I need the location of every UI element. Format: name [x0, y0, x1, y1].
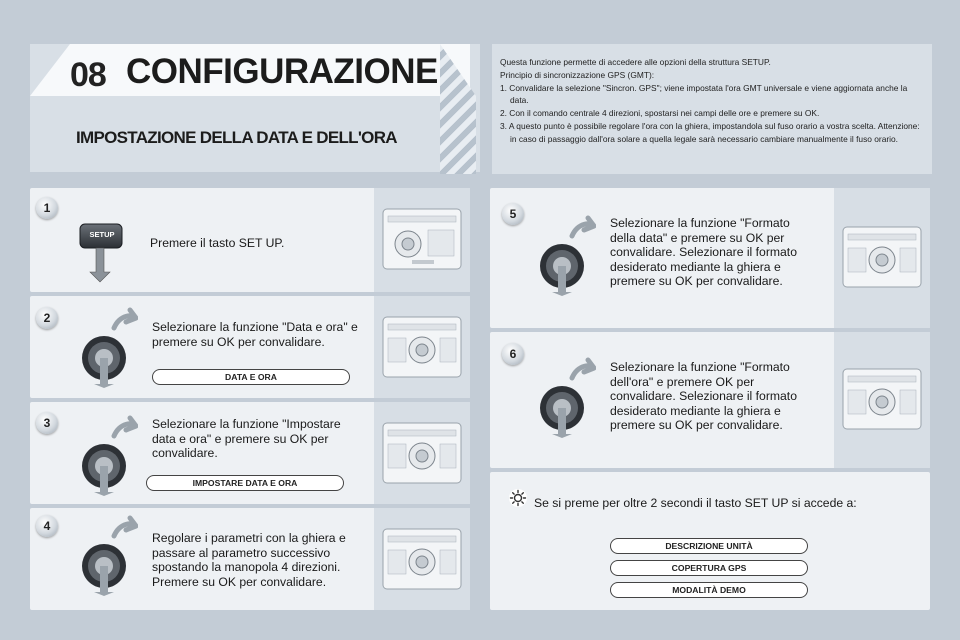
step-3-text: Selezionare la funzione "Impostare data e ora" e premere su OK per convalidare.: [152, 417, 341, 460]
radio-unit-icon: [842, 368, 922, 430]
control-knob-icon: [80, 514, 138, 596]
radio-unit-icon: [382, 208, 462, 270]
intro-line: Principio di sincronizzazione GPS (GMT):: [500, 69, 655, 80]
step-badge: 1: [36, 197, 58, 219]
page-subtitle: IMPOSTAZIONE DELLA DATA E DELL'ORA: [76, 128, 397, 147]
control-knob-icon: [80, 306, 138, 388]
radio-unit-icon: [382, 422, 462, 484]
radio-unit-icon: [382, 528, 462, 590]
step-badge: 2: [36, 307, 58, 329]
radio-unit-icon: [842, 226, 922, 288]
step-badge: 6: [502, 343, 524, 365]
control-knob-icon: [80, 414, 138, 496]
step-6-text: Selezionare la funzione "Formato dell'ora" e premere OK per convalidare. Selezionare il formato desiderato mediante la ghiera e premere su OK per convalidare.: [610, 360, 797, 432]
step-badge: 5: [502, 203, 524, 225]
setup-key-label: SETUP: [89, 230, 115, 239]
step-badge: 3: [36, 412, 58, 434]
tip-text: Se si preme per oltre 2 secondi il tasto SET UP si accede a:: [534, 496, 857, 510]
option-descrizione-unita: DESCRIZIONE UNITÀ: [610, 538, 808, 554]
intro-list-item: 1. Convalidare la selezione "Sincron. GPS"; viene impostata l'ora GMT universale e viene aggiornata anche la data.: [500, 82, 908, 106]
menu-label-data-e-ora: DATA E ORA: [152, 369, 350, 385]
option-copertura-gps: COPERTURA GPS: [610, 560, 808, 576]
intro-list-item: 2. Con il comando centrale 4 direzioni, spostarsi nei campi delle ore e premere su OK.: [500, 108, 820, 119]
step-2-text: Selezionare la funzione "Data e ora" e premere su OK per convalidare.: [152, 320, 358, 349]
chapter-number: 08: [70, 56, 106, 94]
step-5-text: Selezionare la funzione "Formato della data" e premere su OK per convalidare. Selezionare il formato desiderato mediante la ghiera e premere su OK per convalidare.: [610, 216, 797, 288]
option-modalita-demo: MODALITÀ DEMO: [610, 582, 808, 598]
control-knob-icon: [538, 356, 596, 438]
step-4-text: Regolare i parametri con la ghiera e passare al parametro successivo spostando la manopola 4 direzioni. Premere su OK per convalidare.: [152, 531, 346, 589]
control-knob-icon: [538, 214, 596, 296]
intro-text-block: [492, 44, 932, 174]
step-badge: 4: [36, 515, 58, 537]
page-title: CONFIGURAZIONE: [126, 52, 438, 91]
step-1-text: Premere il tasto SET UP.: [150, 236, 285, 250]
setup-key-icon: [78, 218, 126, 286]
intro-line: Questa funzione permette di accedere alle opzioni della struttura SETUP.: [500, 57, 771, 67]
intro-list-item: 3. A questo punto è possibile regolare l'ora con la ghiera, impostandola sul fuso orario a vostra scelta. Attenzione: in caso di passaggio dall'ora solare a quella legale sarà necessario cambiare manualmente il fuso orario.: [500, 120, 920, 144]
radio-unit-icon: [382, 316, 462, 378]
tip-sun-icon: [508, 488, 528, 508]
menu-label-impostare-data-e-ora: IMPOSTARE DATA E ORA: [146, 475, 344, 491]
